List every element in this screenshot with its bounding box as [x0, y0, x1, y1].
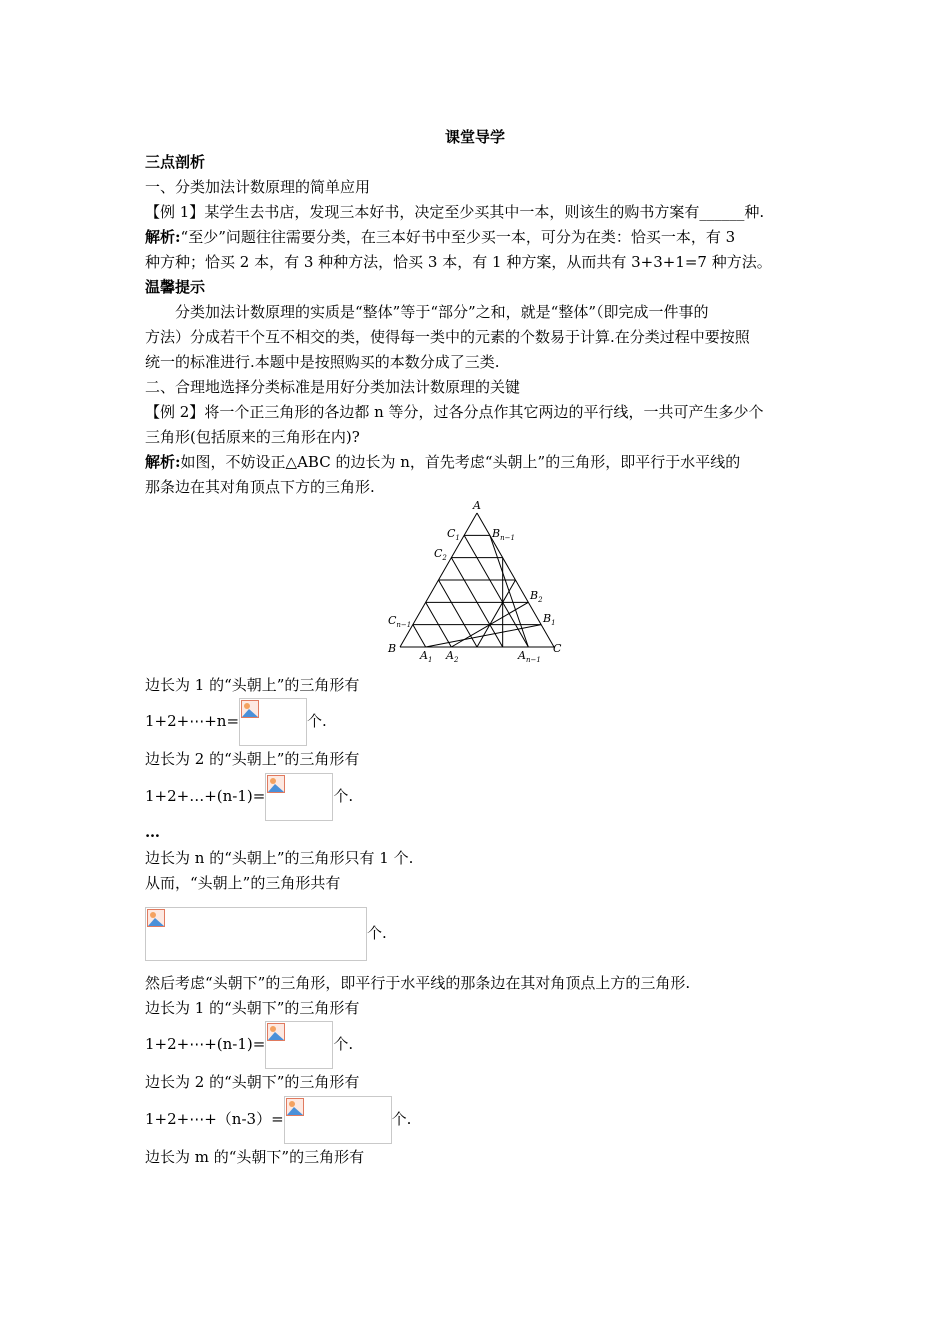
down-size1-expr: 1+2+⋯+(n-1)= 个. — [145, 1020, 810, 1069]
tip-line2: 方法）分成若干个互不相交的类，使得每一类中的元素的个数易于计算.在分类过程中要按照 — [145, 328, 750, 346]
example1-label: 【例 1】 — [145, 203, 205, 221]
formula-image-placeholder — [265, 773, 333, 821]
label-an1: $A_{n-1}$ — [518, 649, 541, 664]
example2-label: 【例 2】 — [145, 403, 205, 421]
solution1-line2: 种方种；恰买 2 本，有 3 种种方法，恰买 3 本，有 1 种方案，从而共有 3+3+1=7 种方法。 — [145, 253, 772, 271]
down-size1-label: 边长为 1 的“头朝下”的三角形有 — [145, 999, 360, 1017]
down-intro: 然后考虑“头朝下”的三角形，即平行于水平线的那条边在其对角顶点上方的三角形. — [145, 974, 691, 992]
page-title: 课堂导学 — [444, 128, 505, 146]
grid-line-parallel-ab — [490, 535, 528, 647]
example1-text: 某学生去书店，发现三本好书，决定至少买其中一本，则该生的购书方案有______种. — [204, 203, 765, 221]
grid-line-parallel-ac — [413, 625, 426, 647]
formula-image-placeholder — [284, 1096, 392, 1144]
up-total-expr: 个. — [145, 906, 810, 961]
label-a: A — [473, 499, 481, 512]
label-b: B — [388, 642, 397, 655]
label-b2: $B_2$ — [530, 589, 543, 604]
example1 — [145, 200, 810, 225]
down-size2-label: 边长为 2 的“头朝下”的三角形有 — [145, 1073, 360, 1091]
up-size1-expr: 1+2+⋯+n= 个. — [145, 697, 810, 746]
grid-line-parallel-ac — [464, 535, 528, 647]
ellipsis: … — [145, 823, 160, 841]
solution2-line1: 解析:如图，不妨设正△ABC 的边长为 n，首先考虑“头朝上”的三角形，即平行于水平线的 — [145, 453, 741, 471]
label-a1: $A_1$ — [420, 649, 433, 664]
down-size2-expr: 1+2+⋯+（n-3）= 个. — [145, 1095, 810, 1144]
image-icon — [286, 1098, 304, 1116]
label-a2: $A_2$ — [446, 649, 459, 664]
image-icon — [241, 700, 259, 718]
up-size1-label: 边长为 1 的“头朝上”的三角形有 — [145, 676, 360, 694]
section-heading: 三点剖析 — [145, 153, 206, 171]
image-icon — [147, 909, 165, 927]
image-icon — [267, 775, 285, 793]
up-sizen-label: 边长为 n 的“头朝上”的三角形只有 1 个. — [145, 849, 414, 867]
tip-heading: 温馨提示 — [145, 278, 206, 296]
up-size2-label: 边长为 2 的“头朝上”的三角形有 — [145, 750, 360, 768]
example2-line2: 三角形(包括原来的三角形在内)? — [145, 428, 360, 446]
tip-line1: 分类加法计数原理的实质是“整体”等于“部分”之和，就是“整体”（即完成一件事的 — [175, 303, 709, 321]
part2-heading: 二、合理地选择分类标准是用好分类加法计数原理的关键 — [145, 378, 521, 396]
formula-image-placeholder — [145, 907, 367, 961]
formula-image-placeholder — [239, 698, 307, 746]
label-c2: $C_2$ — [434, 547, 447, 562]
triangle-grid-figure — [380, 495, 570, 670]
part1-heading: 一、分类加法计数原理的简单应用 — [145, 178, 371, 196]
up-total-label: 从而，“头朝上”的三角形共有 — [145, 874, 341, 892]
label-b1: $B_1$ — [543, 612, 556, 627]
tip-line3: 统一的标准进行.本题中是按照购买的本数分成了三类. — [145, 353, 500, 371]
solution2-label: 解析: — [145, 453, 181, 471]
solution2-line2: 那条边在其对角顶点下方的三角形. — [145, 478, 375, 496]
label-bn1: $B_{n-1}$ — [492, 527, 515, 542]
label-c1: $C_1$ — [447, 527, 460, 542]
triangle-grid — [400, 513, 554, 647]
grid-line-parallel-ac — [439, 580, 478, 647]
image-icon — [267, 1023, 285, 1041]
label-c: C — [553, 642, 562, 655]
solution1-line1: 解析:“至少”问题往往需要分类，在三本好书中至少买一本，可分为在类：恰买一本，有 3 — [145, 228, 736, 246]
down-sizem-label: 边长为 m 的“头朝下”的三角形有 — [145, 1148, 365, 1166]
up-size2-expr: 1+2+…+(n-1)= 个. — [145, 772, 810, 821]
label-cn1: $C_{n-1}$ — [388, 614, 412, 629]
solution1-label: 解析: — [145, 228, 181, 246]
example2-line1: 【例 2】将一个正三角形的各边都 n 等分，过各分点作其它两边的平行线，一共可产生多少个 — [145, 403, 764, 421]
formula-image-placeholder — [265, 1021, 333, 1069]
